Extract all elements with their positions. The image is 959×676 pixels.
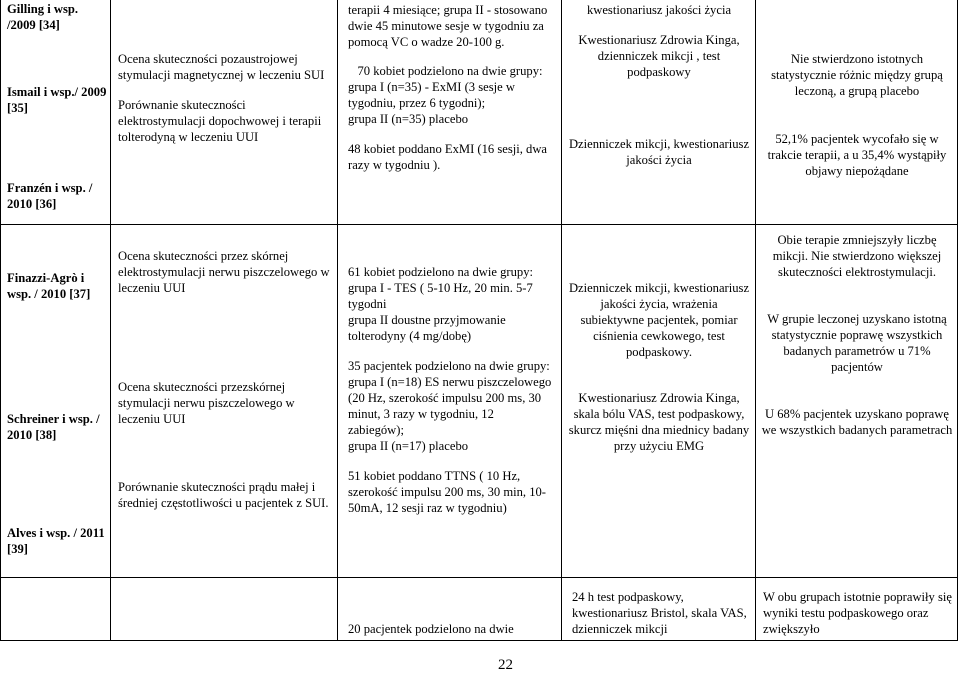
author-citation: Finazzi-Agrò i wsp. / 2010 [37] <box>7 271 91 301</box>
method-text: terapii 4 miesiące; grupa II - stosowano dwie 45 minutowe sesje w tygodniu za pomocą VC o wadze 20-100 g. <box>348 3 548 49</box>
row-divider <box>0 577 958 578</box>
result-text: W grupie leczonej uzyskano istotną statystycznie poprawę wszystkich badanych parametrów u 71% pacjentów <box>767 311 947 374</box>
method-text: 51 kobiet poddano TTNS ( 10 Hz, szerokość impulsu 200 ms, 30 min, 10-50mA, 12 sesji raz w tygodniu) <box>348 468 546 515</box>
study-aim: Ocena skuteczności przez skórnej elektrostymulacji nerwu piszczelowego w leczeniu UUI <box>118 249 330 295</box>
tool-text: kwestionariusz jakości życia <box>586 3 732 17</box>
author-citation: Ismail i wsp./ 2009 [35] <box>7 85 107 115</box>
tool-text: 24 h test podpaskowy, kwestionariusz Bristol, skala VAS, dzienniczek mikcji <box>572 590 747 636</box>
result-text: 52,1% pacjentek wycofało się w trakcie terapii, a u 35,4% wystąpiły objawy niepożądane <box>767 131 947 178</box>
tool-text: Kwestionariusz Zdrowia Kinga, skala bólu VAS, test podpaskowy, skurcz mięśni dna miednicy badany przy użyciu EMG <box>568 390 750 453</box>
method-text: 35 pacjentek podzielono na dwie grupy: <box>348 358 550 373</box>
method-text: grupa I (n=18) ES nerwu piszczelowego (20 Hz, szerokość impulsu 200 ms, 30 minut, 3 razy w tygodniu, 12 zabiegów); <box>348 374 552 437</box>
study-aim: Ocena skuteczności pozaustrojowej stymulacji magnetycznej w leczeniu SUI <box>118 52 325 82</box>
column-divider <box>110 0 111 641</box>
method-text: 20 pacjentek podzielono na dwie <box>348 622 514 636</box>
row2-methods-cell <box>348 265 552 517</box>
column-divider <box>755 0 756 641</box>
author-citation: Schreiner i wsp. / 2010 [38] <box>7 412 100 442</box>
method-text: 61 kobiet podzielono na dwie grupy: <box>348 265 534 279</box>
row1-authors-cell <box>7 85 107 117</box>
method-text: 48 kobiet poddano ExMI (16 sesji, dwa razy w tygodniu ). <box>348 141 548 172</box>
tool-text: Dzienniczek mikcji, kwestionariusz jakości życia, wrażenia subiektywne pacjentek, pomiar ciśnienia cewkowego, test podpaskowy. <box>568 281 750 359</box>
tool-text: Dzienniczek mikcji, kwestionariusz jakości życia <box>568 136 750 167</box>
row2-results-cell <box>759 233 955 439</box>
result-text: Nie stwierdzono istotnych statystycznie różnic między grupą leczoną, a grupą placebo <box>771 52 943 98</box>
row2-authors-cell <box>7 271 107 303</box>
row1-authors-cell <box>7 181 107 213</box>
row1-results-cell <box>759 52 955 180</box>
row2-tools-cell <box>568 281 750 455</box>
row1-methods-cell <box>348 3 552 174</box>
method-text: 70 kobiet podzielono na dwie grupy: <box>357 63 543 78</box>
row2-aims-cell <box>118 380 330 512</box>
row3-results-cell <box>763 590 955 638</box>
study-aim: Ocena skuteczności przezskórnej stymulacji nerwu piszczelowego w leczeniu UUI <box>118 380 295 426</box>
method-text: grupa II doustne przyjmowanie tolterodyny (4 mg/dobę) <box>348 312 506 343</box>
row2-authors-cell <box>7 526 107 558</box>
author-citation: Franzén i wsp. / 2010 [36] <box>7 181 93 211</box>
column-divider <box>957 0 958 641</box>
author-citation: Gilling i wsp. /2009 [34] <box>7 2 79 32</box>
row1-authors-cell <box>7 2 107 34</box>
row-divider <box>0 640 958 641</box>
row1-tools-cell <box>568 3 750 169</box>
column-divider <box>337 0 338 641</box>
row2-aims-cell <box>118 249 330 297</box>
author-citation: Alves i wsp. / 2011 [39] <box>7 526 105 556</box>
column-divider <box>0 0 1 641</box>
row1-aims-cell <box>118 52 330 146</box>
column-divider <box>561 0 562 641</box>
row3-tools-cell <box>572 590 752 638</box>
method-text: grupa I (n=35) - ExMI (3 sesje w tygodniu, przez 6 tygodni); <box>348 79 515 110</box>
study-aim: Porównanie skuteczności elektrostymulacji dopochwowej i terapii tolterodyną w leczeniu UUI <box>118 97 322 144</box>
page-number: 22 <box>498 657 513 673</box>
row2-authors-cell <box>7 412 107 444</box>
method-text: grupa II (n=17) placebo <box>348 438 469 453</box>
method-text: grupa I - TES ( 5-10 Hz, 20 min. 5-7 tygodni <box>348 280 533 311</box>
method-text: grupa II (n=35) placebo <box>348 111 469 126</box>
study-aim: Porównanie skuteczności prądu małej i średniej częstotliwości u pacjentek z SUI. <box>118 479 329 510</box>
result-text: Obie terapie zmniejszyły liczbę mikcji. Nie stwierdzono większej skuteczności elektrostymulacji. <box>772 233 942 279</box>
row3-methods-cell <box>348 622 558 638</box>
row-divider <box>0 224 958 225</box>
result-text: U 68% pacjentek uzyskano poprawę we wszystkich badanych parametrach <box>761 406 953 437</box>
result-text: W obu grupach istotnie poprawiły się wyniki testu podpaskowego oraz zwiększyło <box>763 590 952 636</box>
tool-text: Kwestionariusz Zdrowia Kinga, dzienniczek mikcji , test podpaskowy <box>578 32 740 79</box>
